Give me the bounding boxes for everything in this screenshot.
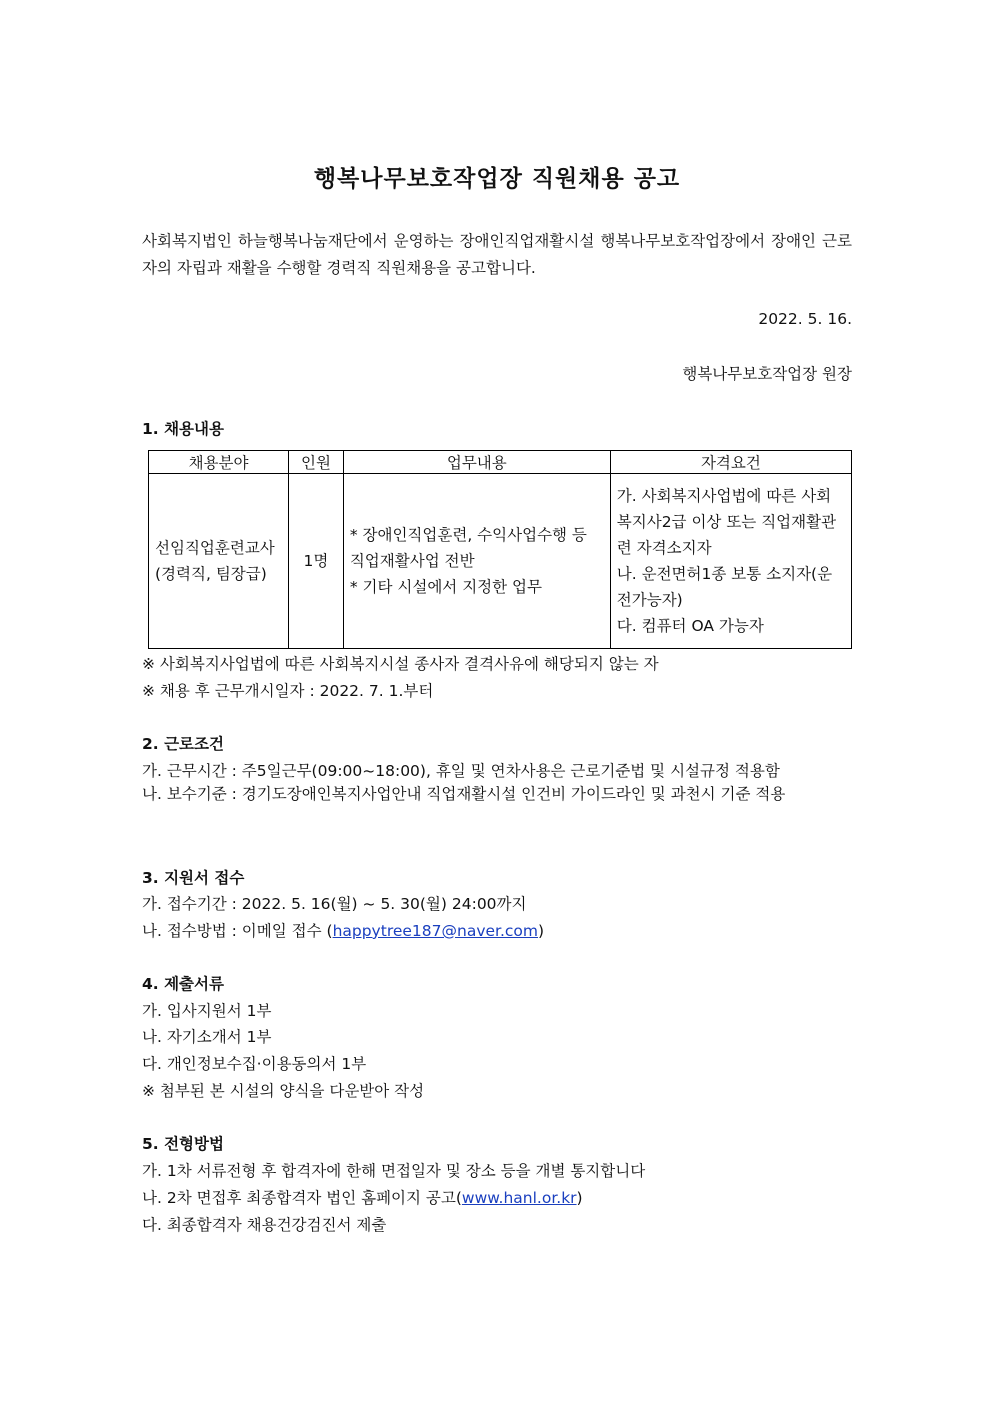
qualification-item-1: 가. 사회복지사업법에 따른 사회복지사2급 이상 또는 직업재활관련 자격소지자	[616, 487, 837, 557]
section-1-heading: 1. 채용내용	[142, 420, 224, 438]
field-name: 선임직업훈련교사	[155, 539, 275, 557]
duty-item-2: * 기타 시설에서 지정한 업무	[349, 578, 542, 596]
table-row	[149, 474, 852, 649]
selection-step-2	[142, 1186, 583, 1208]
document-note: ※ 첨부된 본 시설의 양식을 다운받아 작성	[142, 1082, 425, 1100]
note-start-date: ※ 채용 후 근무개시일자 : 2022. 7. 1.부터	[142, 682, 434, 700]
step2-prefix: 나. 2차 면접후 최종합격자 법인 홈페이지 공고(	[142, 1189, 462, 1207]
method-suffix: )	[538, 922, 545, 940]
header-field: 채용분야	[149, 451, 289, 474]
document-item-1: 가. 입사지원서 1부	[142, 1002, 272, 1020]
field-level: (경력직, 팀장급)	[155, 565, 267, 583]
application-method	[142, 919, 544, 941]
header-qualification: 자격요건	[610, 451, 851, 474]
qualification-item-2: 나. 운전면허1종 보통 소지자(운전가능자)	[616, 565, 833, 609]
qualification-item-3: 다. 컴퓨터 OA 가능자	[616, 617, 764, 635]
section-4-heading: 4. 제출서류	[142, 975, 224, 993]
section-2-heading: 2. 근로조건	[142, 735, 224, 753]
section-5-heading: 5. 전형방법	[142, 1135, 224, 1153]
duty-item-1: * 장애인직업훈련, 수익사업수행 등 직업재활사업 전반	[349, 526, 587, 570]
announcement-date: 2022. 5. 16.	[758, 310, 852, 328]
website-link[interactable]: www.hanl.or.kr	[461, 1189, 577, 1207]
work-hours: 가. 근무시간 : 주5일근무(09:00~18:00), 휴일 및 연차사용은 근로기준법 및 시설규정 적용함	[142, 762, 780, 780]
email-link[interactable]: happytree187@naver.com	[332, 922, 539, 940]
pay-standard: 나. 보수기준 : 경기도장애인복지사업안내 직업재활시설 인건비 가이드라인 및 과천시 기준 적용	[142, 785, 786, 803]
step2-suffix: )	[576, 1189, 583, 1207]
section-3-heading: 3. 지원서 접수	[142, 869, 245, 887]
note-disqualification: ※ 사회복지사업법에 따른 사회복지시설 종사자 결격사유에 해당되지 않는 자	[142, 655, 659, 673]
cell-count: 1명	[289, 474, 344, 649]
selection-step-1: 가. 1차 서류전형 후 합격자에 한해 면접일자 및 장소 등을 개별 통지합니다	[142, 1162, 646, 1180]
selection-step-3: 다. 최종합격자 채용건강검진서 제출	[142, 1216, 387, 1234]
recruitment-table	[148, 450, 852, 649]
header-duty: 업무내용	[343, 451, 610, 474]
method-prefix: 나. 접수방법 : 이메일 접수 (	[142, 922, 333, 940]
cell-qualification	[610, 474, 851, 649]
intro-paragraph: 사회복지법인 하늘행복나눔재단에서 운영하는 장애인직업재활시설 행복나무보호작업장에서 장애인 근로자의 자립과 재활을 수행할 경력직 직원채용을 공고합니다.	[142, 232, 852, 277]
header-count: 인원	[289, 451, 344, 474]
organization-signature: 행복나무보호작업장 원장	[682, 365, 852, 383]
document-item-2: 나. 자기소개서 1부	[142, 1028, 272, 1046]
page-title: 행복나무보호작업장 직원채용 공고	[313, 166, 681, 192]
cell-duty	[343, 474, 610, 649]
table-header-row	[149, 451, 852, 474]
application-period: 가. 접수기간 : 2022. 5. 16(월) ~ 5. 30(월) 24:00까지	[142, 895, 527, 913]
cell-field	[149, 474, 289, 649]
document-item-3: 다. 개인정보수집·이용동의서 1부	[142, 1055, 367, 1073]
